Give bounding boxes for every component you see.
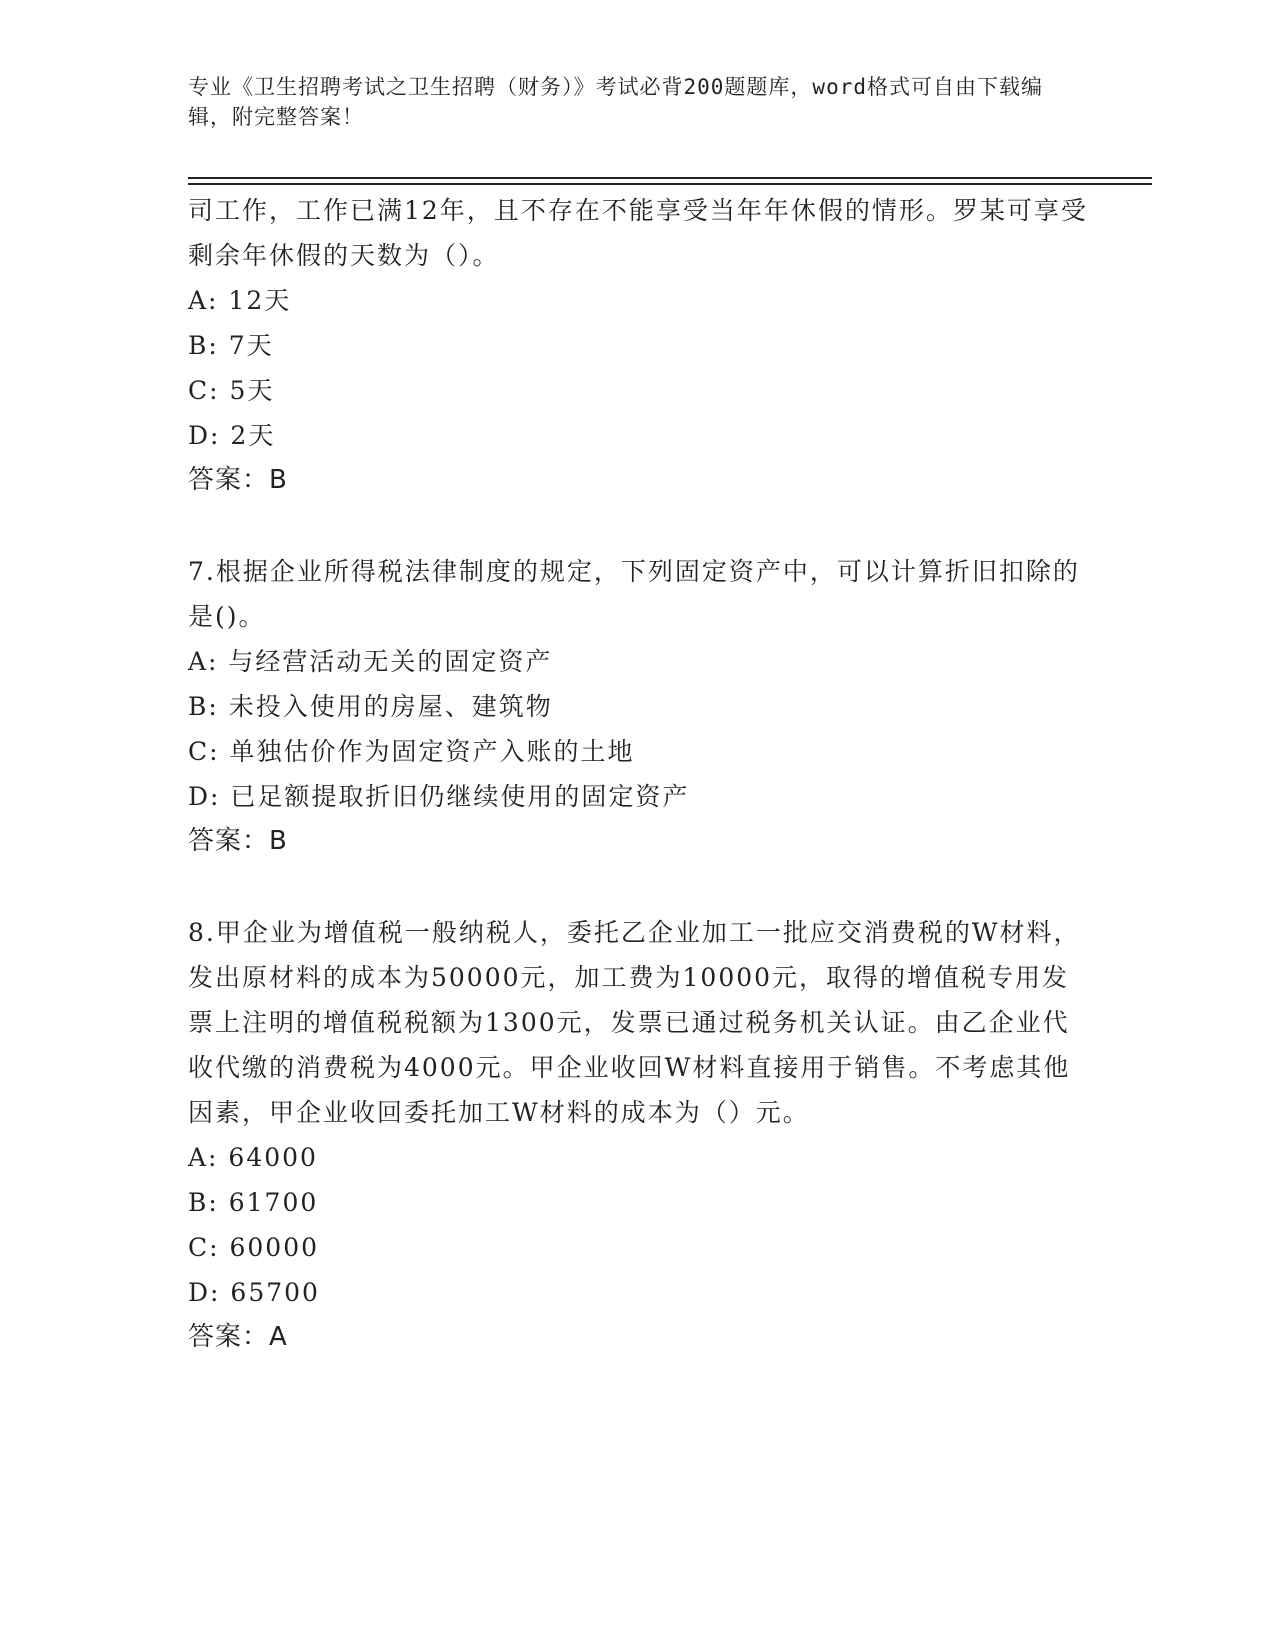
option-d: D: 65700 — [188, 1278, 320, 1307]
option-c: C: 5天 — [188, 376, 275, 405]
question-6 — [188, 188, 1088, 503]
option-c: C: 单独估价作为固定资产入账的土地 — [188, 737, 635, 766]
option-b: B: 61700 — [188, 1188, 319, 1217]
option-a: A: 与经营活动无关的固定资产 — [188, 647, 553, 676]
document-body — [188, 188, 1088, 1360]
option-c: C: 60000 — [188, 1233, 320, 1262]
option-b: B: 7天 — [188, 331, 274, 360]
question-8 — [188, 910, 1088, 1360]
header-rule-top — [188, 177, 1152, 179]
option-a: A: 12天 — [188, 286, 292, 315]
question-stem: 司工作，工作已满12年，且不存在不能享受当年年休假的情形。罗某可享受剩余年休假的天数为（）。 — [188, 196, 1088, 270]
option-a: A: 64000 — [188, 1143, 318, 1172]
answer: 答案：B — [188, 465, 288, 495]
document-header: 专业《卫生招聘考试之卫生招聘（财务）》考试必背200题题库，word格式可自由下载编辑，附完整答案！ — [188, 75, 1043, 129]
answer: 答案：B — [188, 826, 288, 856]
option-d: D: 已足额提取折旧仍继续使用的固定资产 — [188, 782, 690, 811]
question-stem: 8.甲企业为增值税一般纳税人，委托乙企业加工一批应交消费税的W材料，发出原材料的成本为50000元，加工费为10000元，取得的增值税专用发票上注明的增值税税额为1300元，发票已通过税务机关认证。由乙企业代收代缴的消费税为4000元。甲企业收回W材料直接用于销售。不考虑其他因素，甲企业收回委托加工W材料的成本为（）元。 — [188, 918, 1081, 1127]
question-stem: 7.根据企业所得税法律制度的规定，下列固定资产中，可以计算折旧扣除的是()。 — [188, 557, 1080, 631]
spacer — [188, 864, 1088, 910]
question-7 — [188, 549, 1088, 864]
header-rule-bottom — [188, 183, 1152, 185]
spacer — [188, 503, 1088, 549]
answer: 答案：A — [188, 1322, 288, 1352]
option-d: D: 2天 — [188, 421, 276, 450]
option-b: B: 未投入使用的房屋、建筑物 — [188, 692, 553, 721]
